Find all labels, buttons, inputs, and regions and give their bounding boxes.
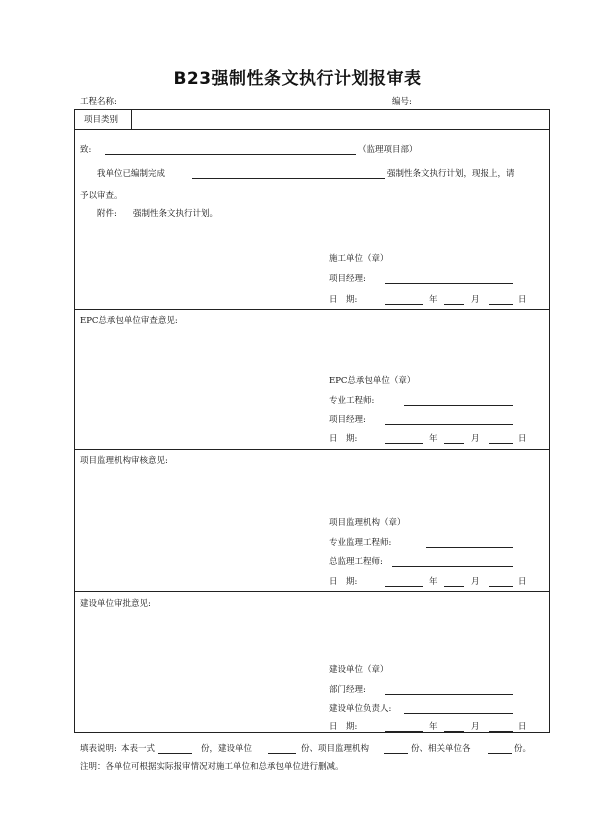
date-label: 日 期: xyxy=(329,434,358,444)
owner-copies-field[interactable] xyxy=(268,753,296,754)
month-field[interactable] xyxy=(444,586,464,587)
to-label: 致: xyxy=(80,145,92,155)
row-divider xyxy=(74,591,550,592)
month-label: 月 xyxy=(471,722,480,732)
owner-representative-field[interactable] xyxy=(404,713,513,714)
fill-instructions-text: 份。 xyxy=(514,744,532,754)
fill-instructions-label: 填表说明: xyxy=(80,744,117,754)
supervisor-name-field[interactable] xyxy=(105,154,356,155)
submission-text-suffix: 强制性条文执行计划，现报上，请 xyxy=(387,169,515,179)
supervision-review-heading: 项目监理机构审核意见: xyxy=(80,456,168,466)
chief-supervisor-label: 总监理工程师: xyxy=(329,557,383,567)
number-label: 编号: xyxy=(392,97,412,107)
submission-text-line2: 予以审查。 xyxy=(80,191,123,201)
year-field[interactable] xyxy=(385,304,423,305)
supervision-review-opinion-field[interactable] xyxy=(80,468,545,512)
day-field[interactable] xyxy=(489,304,513,305)
date-label: 日 期: xyxy=(329,577,358,587)
epc-review-opinion-field[interactable] xyxy=(80,328,545,368)
total-copies-field[interactable] xyxy=(158,753,192,754)
professional-engineer-label: 专业工程师: xyxy=(329,396,375,406)
chief-supervisor-field[interactable] xyxy=(392,566,513,567)
project-manager-label: 项目经理: xyxy=(329,274,366,284)
supervision-copies-field[interactable] xyxy=(384,753,408,754)
year-label: 年 xyxy=(429,722,438,732)
fill-instructions-text: 份、项目监理机构 xyxy=(301,744,370,754)
row-divider xyxy=(74,449,550,450)
year-field[interactable] xyxy=(385,586,423,587)
row-divider xyxy=(74,309,550,310)
day-label: 日 xyxy=(518,295,527,305)
category-field[interactable] xyxy=(133,111,548,127)
project-manager-field[interactable] xyxy=(385,283,513,284)
year-label: 年 xyxy=(429,295,438,305)
year-field[interactable] xyxy=(385,731,423,732)
project-manager-label: 项目经理: xyxy=(329,415,366,425)
fill-instructions-text: 份，建设单位 xyxy=(201,744,253,754)
supervision-unit-label: 项目监理机构（章） xyxy=(329,518,406,528)
month-field[interactable] xyxy=(444,304,464,305)
epc-unit-label: EPC总承包单位（章） xyxy=(329,376,416,386)
department-manager-label: 部门经理: xyxy=(329,685,366,695)
professional-supervisor-field[interactable] xyxy=(426,547,513,548)
supervisor-suffix: （监理项目部） xyxy=(358,145,418,155)
department-manager-field[interactable] xyxy=(385,694,513,695)
owner-approval-heading: 建设单位审批意见: xyxy=(80,599,151,609)
owner-unit-label: 建设单位（章） xyxy=(329,665,389,675)
fill-instructions-text: 份、相关单位各 xyxy=(411,744,471,754)
fill-instructions-text: 本表一式 xyxy=(121,744,156,754)
day-label: 日 xyxy=(518,434,527,444)
project-manager-field[interactable] xyxy=(385,424,513,425)
footer-note: 注明：各单位可根据实际报审情况对施工单位和总承包单位进行删减。 xyxy=(80,762,344,772)
column-divider xyxy=(131,109,132,129)
month-field[interactable] xyxy=(444,731,464,732)
year-label: 年 xyxy=(429,577,438,587)
month-label: 月 xyxy=(471,295,480,305)
day-field[interactable] xyxy=(489,586,513,587)
plan-name-field[interactable] xyxy=(192,178,385,179)
day-label: 日 xyxy=(518,722,527,732)
date-label: 日 期: xyxy=(329,295,358,305)
submission-text-prefix: 我单位已编制完成 xyxy=(97,169,166,179)
category-label: 项目类别 xyxy=(84,115,119,125)
day-field[interactable] xyxy=(489,731,513,732)
month-label: 月 xyxy=(471,434,480,444)
date-label: 日 期: xyxy=(329,722,358,732)
month-label: 月 xyxy=(471,577,480,587)
related-units-copies-field[interactable] xyxy=(488,753,512,754)
day-label: 日 xyxy=(518,577,527,587)
month-field[interactable] xyxy=(444,443,464,444)
professional-supervisor-label: 专业监理工程师: xyxy=(329,538,392,548)
owner-approval-opinion-field[interactable] xyxy=(80,611,545,659)
owner-representative-label: 建设单位负责人: xyxy=(329,704,392,714)
professional-engineer-field[interactable] xyxy=(404,405,513,406)
page-title: B23强制性条文执行计划报审表 xyxy=(173,69,422,89)
attachment-label: 附件: xyxy=(97,209,117,219)
attachment-text: 强制性条文执行计划。 xyxy=(133,209,219,219)
project-name-label: 工程名称: xyxy=(80,97,117,107)
year-label: 年 xyxy=(429,434,438,444)
year-field[interactable] xyxy=(385,443,423,444)
construction-unit-label: 施工单位（章） xyxy=(329,254,389,264)
epc-review-heading: EPC总承包单位审查意见: xyxy=(80,316,178,326)
day-field[interactable] xyxy=(489,443,513,444)
row-divider xyxy=(74,129,550,130)
